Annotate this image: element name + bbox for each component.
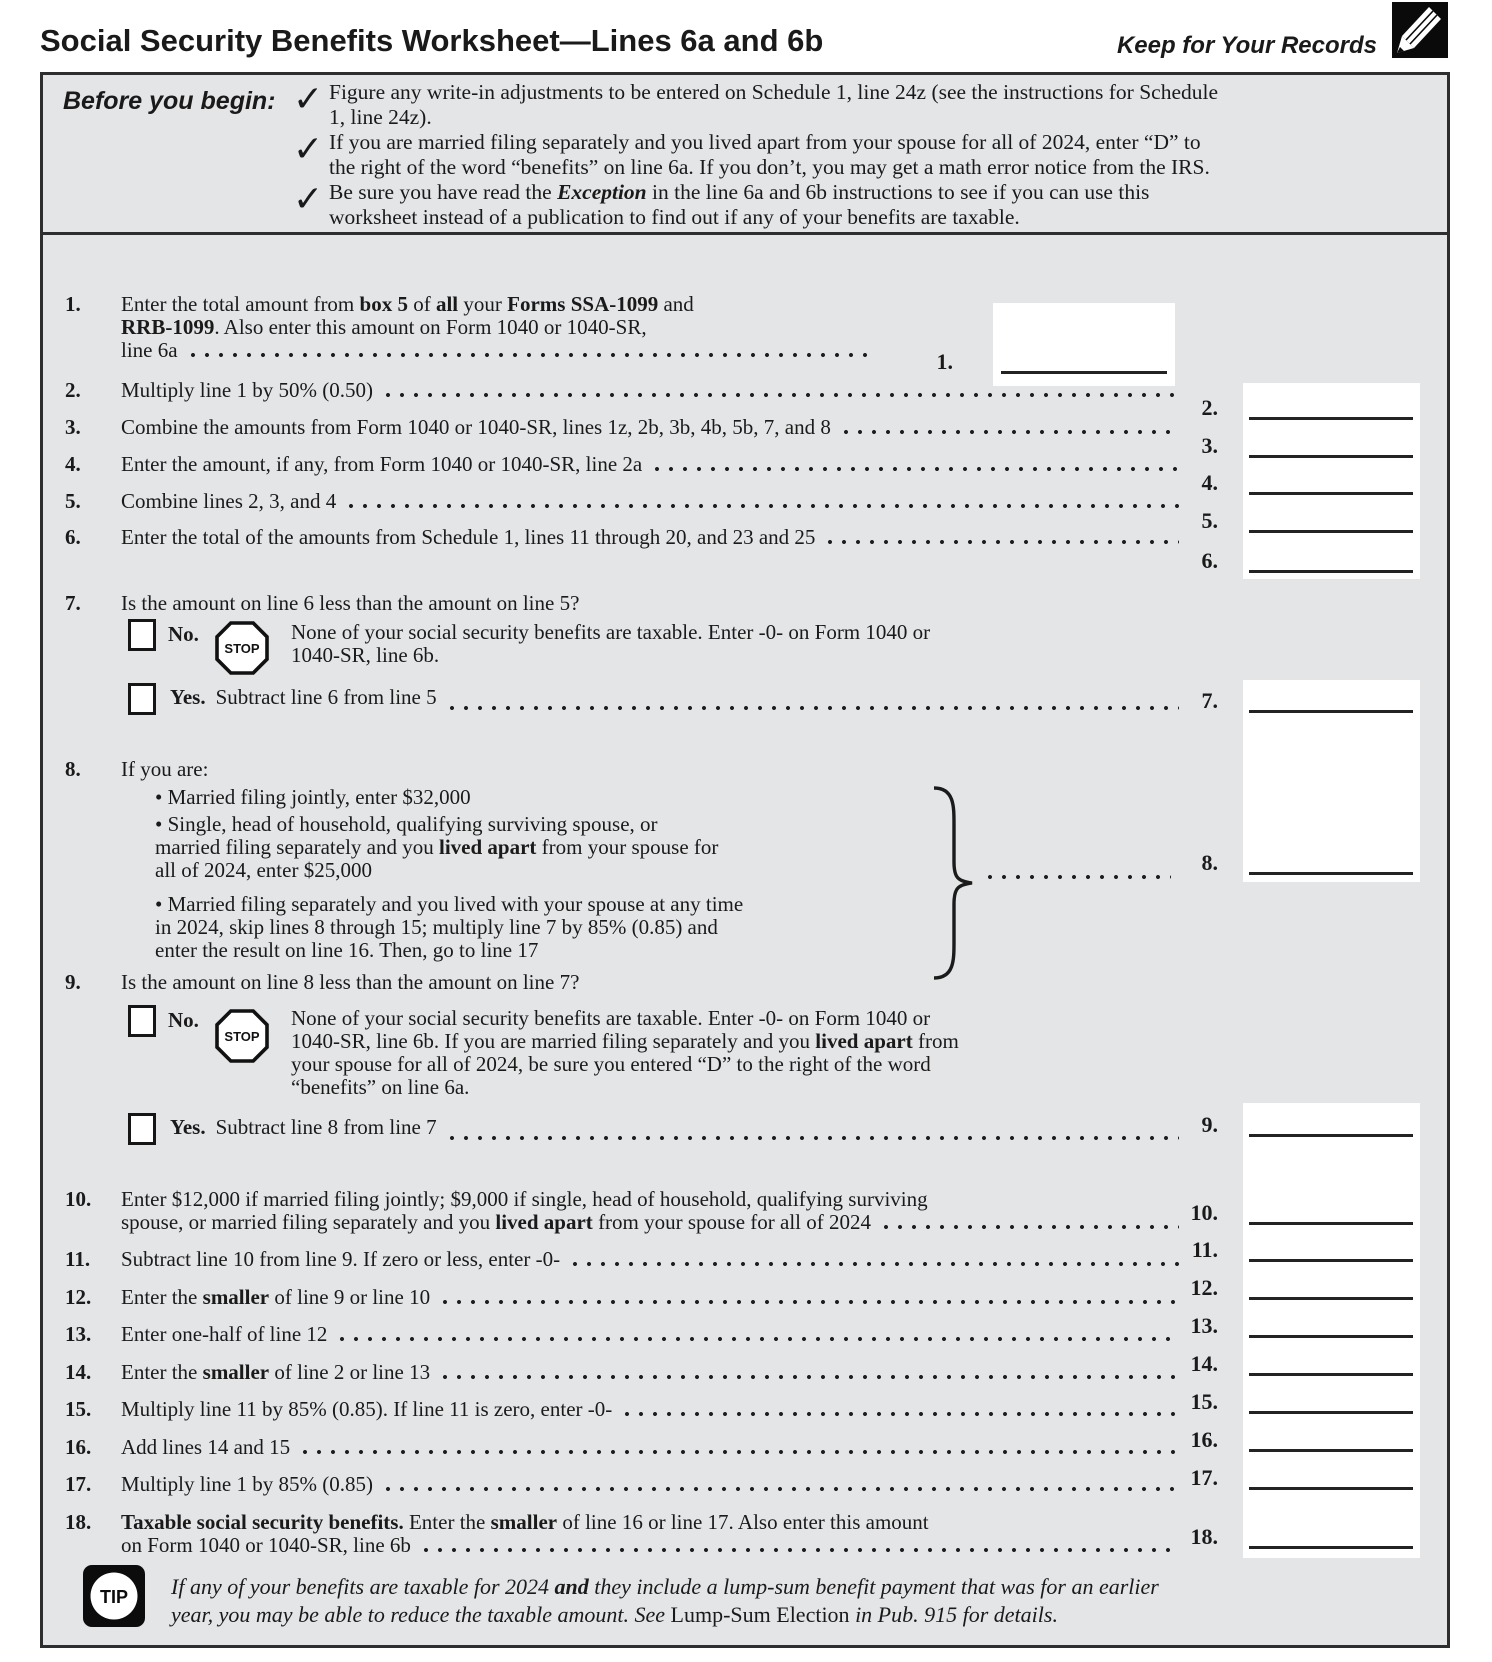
line-15-row: 15. Multiply line 11 by 85% (0.85). If line 11 is zero, enter -0-: [65, 1398, 1183, 1421]
line-8-bullet-3: • Married filing separately and you lived with your spouse at any time: [155, 892, 744, 916]
line-5-number: 5.: [65, 489, 81, 513]
line-3-number: 3.: [65, 415, 81, 439]
stop-icon: [215, 621, 269, 675]
line-4-right-number: 4.: [1201, 470, 1218, 495]
dot-leader: [438, 1375, 1179, 1379]
line-18-row: 18. Taxable social security benefits. Enter the smaller of line 16 or line 17. Also enter this amount on Form 1040 or 1040-SR, line 6b: [65, 1511, 1183, 1557]
line-7-number: 7.: [65, 591, 81, 615]
dot-leader: [381, 393, 1179, 397]
dot-leader: [445, 706, 1179, 710]
line-4-row: 4. Enter the amount, if any, from Form 1040 or 1040-SR, line 2a: [65, 453, 1183, 476]
line-6-number: 6.: [65, 525, 81, 549]
line-14-number: 14.: [65, 1360, 92, 1384]
line-8-bullet-2-cont: married filing separately and you lived apart from your spouse for: [155, 835, 719, 859]
line-2-row: 2. Multiply line 1 by 50% (0.50): [65, 379, 1183, 402]
keep-for-records-label: Keep for Your Records: [1116, 32, 1377, 59]
dot-leader: [650, 467, 1179, 471]
line-10-right-number: 10.: [1190, 1200, 1218, 1225]
line-17-right-number: 17.: [1190, 1465, 1218, 1490]
line-6-entry[interactable]: [1249, 570, 1413, 573]
line-12-number: 12.: [65, 1285, 92, 1309]
line-11-row: 11. Subtract line 10 from line 9. If zero or less, enter -0-: [65, 1248, 1183, 1271]
tip-label: TIP: [99, 1587, 129, 1607]
line-18-number: 18.: [65, 1510, 92, 1534]
line-10-entry[interactable]: [1249, 1222, 1413, 1225]
line-7-no-checkbox[interactable]: [128, 619, 156, 651]
dot-leader: [298, 1450, 1179, 1454]
line-14-entry[interactable]: [1249, 1373, 1413, 1376]
line-8-row: 8. If you are:: [65, 757, 209, 781]
line-2-entry[interactable]: [1249, 417, 1413, 420]
line-3-right-number: 3.: [1201, 433, 1218, 458]
line-3-entry[interactable]: [1249, 455, 1413, 458]
line-17-number: 17.: [65, 1472, 92, 1496]
line-13-entry[interactable]: [1249, 1335, 1413, 1338]
line-7-yes-row: Yes. Subtract line 6 from line 5: [128, 686, 1183, 715]
line-15-entry[interactable]: [1249, 1411, 1413, 1414]
line-8-number: 8.: [65, 757, 81, 781]
before-items: [293, 80, 1423, 230]
line-11-number: 11.: [65, 1247, 91, 1271]
brace-icon: [926, 784, 976, 982]
line-9-yes-label: Yes.: [170, 1115, 206, 1139]
line-6-row: 6. Enter the total of the amounts from Schedule 1, lines 11 through 20, and 23 and 25: [65, 526, 1183, 549]
line-8-bullet-3-cont: in 2024, skip lines 8 through 15; multiply line 7 by 85% (0.85) and: [155, 915, 718, 939]
pencil-icon: [1392, 2, 1448, 58]
line-5-right-number: 5.: [1201, 508, 1218, 533]
dot-leader: [438, 1300, 1179, 1304]
line-7-right-number: 7.: [1201, 688, 1218, 713]
line-9-yes-row: Yes. Subtract line 8 from line 7: [128, 1116, 1183, 1145]
line-11-right-number: 11.: [1191, 1237, 1218, 1262]
line-8-bullet-1: • Married filing jointly, enter $32,000: [155, 785, 471, 809]
line-10-number: 10.: [65, 1187, 92, 1211]
line-1-right-number: 1.: [936, 349, 953, 374]
before-you-begin-label: Before you begin:: [63, 87, 276, 115]
tip-text: If any of your benefits are taxable for 2024 and they include a lump-sum benefit payment that was for an earlier year, you may be able to reduce the taxable amount. See Lump-Sum Election in Pub. 915 for details.: [171, 1574, 1159, 1627]
line-6-right-number: 6.: [1201, 548, 1218, 573]
dot-leader: [983, 875, 1171, 879]
line-3-row: 3. Combine the amounts from Form 1040 or 1040-SR, lines 1z, 2b, 3b, 4b, 5b, 7, and 8: [65, 416, 1183, 439]
line-9-no-text: None of your social security benefits are taxable. Enter -0- on Form 1040 or 1040-SR, line 6b. If you are married filing separately and you lived apart from your spouse for all of 2024, be sure you entered “D” to the right of the word “benefits” on line 6a.: [291, 1006, 959, 1099]
tip-icon: [83, 1565, 145, 1627]
line-9-number: 9.: [65, 970, 81, 994]
line-12-entry[interactable]: [1249, 1297, 1413, 1300]
line-7-entry[interactable]: [1249, 710, 1413, 713]
line-13-right-number: 13.: [1190, 1313, 1218, 1338]
dot-leader: [344, 504, 1179, 508]
line-5-entry[interactable]: [1249, 530, 1413, 533]
dot-leader: [186, 353, 869, 357]
line-9-entry[interactable]: [1249, 1134, 1413, 1137]
line-16-right-number: 16.: [1190, 1427, 1218, 1452]
line-5-row: 5. Combine lines 2, 3, and 4: [65, 490, 1183, 513]
line-11-entry[interactable]: [1249, 1259, 1413, 1262]
dot-leader: [823, 540, 1179, 544]
line-16-row: 16. Add lines 14 and 15: [65, 1436, 1183, 1459]
line-14-row: 14. Enter the smaller of line 2 or line 13: [65, 1361, 1183, 1384]
dot-leader: [381, 1487, 1179, 1491]
line-2-right-number: 2.: [1201, 395, 1218, 420]
line-8-bullet-3-cont: enter the result on line 16. Then, go to line 17: [155, 938, 539, 962]
line-8-right-number: 8.: [1201, 850, 1218, 875]
line-8-bullet-2: • Single, head of household, qualifying surviving spouse, or: [155, 812, 658, 836]
line-9-no-checkbox[interactable]: [128, 1005, 156, 1037]
before-item: ✓ If you are married filing separately and you lived apart from your spouse for all of 2024, enter “D” to the right of the word “benefits” on line 6a. If you don’t, you may get a math error notice from the IRS.: [293, 129, 1210, 179]
checkmark-icon: ✓: [293, 179, 324, 220]
line-1-entry[interactable]: [1001, 371, 1167, 374]
stop-icon: [215, 1009, 269, 1063]
line-9-question-row: 9. Is the amount on line 8 less than the amount on line 7?: [65, 970, 580, 994]
before-you-begin-section: [43, 75, 1447, 235]
line-16-entry[interactable]: [1249, 1449, 1413, 1452]
line-18-right-number: 18.: [1190, 1524, 1218, 1549]
line-13-number: 13.: [65, 1322, 92, 1346]
line-10-row: 10. Enter $12,000 if married filing jointly; $9,000 if single, head of household, qualifying surviving spouse, or married filing separately and you lived apart from your spouse for all of 2024: [65, 1188, 1183, 1234]
dot-leader: [620, 1412, 1179, 1416]
dot-leader: [879, 1225, 1179, 1229]
line-7-no-label: No.: [168, 622, 199, 646]
checkmark-icon: ✓: [293, 129, 324, 170]
line-7-yes-label: Yes.: [170, 685, 206, 709]
before-item: ✓ Be sure you have read the Exception in the line 6a and 6b instructions to see if you can use this worksheet instead of a publication to find out if any of your benefits are taxable.: [293, 179, 1150, 229]
lines-2-6-entry-box: [1243, 383, 1420, 579]
line-15-number: 15.: [65, 1397, 92, 1421]
line-7-question-row: 7. Is the amount on line 6 less than the amount on line 5?: [65, 591, 580, 615]
line-7-yes-checkbox[interactable]: [128, 683, 156, 715]
line-4-number: 4.: [65, 452, 81, 476]
worksheet-box: [40, 72, 1450, 1648]
line-18-entry[interactable]: [1249, 1546, 1413, 1549]
line-13-row: 13. Enter one-half of line 12: [65, 1323, 1183, 1346]
dot-leader: [839, 430, 1179, 434]
dot-leader: [568, 1262, 1179, 1266]
line-9-right-number: 9.: [1201, 1112, 1218, 1137]
line-1-row: 1. Enter the total amount from box 5 of all your Forms SSA-1099 and RRB-1099. Also enter this amount on Form 1040 or 1040-SR, line 6a: [65, 293, 873, 362]
line-15-right-number: 15.: [1190, 1389, 1218, 1414]
line-9-yes-checkbox[interactable]: [128, 1113, 156, 1145]
stop-label: STOP: [224, 641, 260, 656]
dot-leader: [445, 1136, 1179, 1140]
line-17-row: 17. Multiply line 1 by 85% (0.85): [65, 1473, 1183, 1496]
line-12-right-number: 12.: [1190, 1275, 1218, 1300]
checkmark-icon: ✓: [293, 79, 324, 120]
stop-label: STOP: [224, 1029, 260, 1044]
line-7-no-text: None of your social security benefits are taxable. Enter -0- on Form 1040 or 1040-SR, line 6b.: [291, 620, 931, 667]
line-8-entry[interactable]: [1249, 872, 1413, 875]
line-17-entry[interactable]: [1249, 1487, 1413, 1490]
page-title: Social Security Benefits Worksheet—Lines 6a and 6b: [40, 23, 824, 58]
line-1-number: 1.: [65, 292, 81, 316]
line-4-entry[interactable]: [1249, 492, 1413, 495]
line-12-row: 12. Enter the smaller of line 9 or line 10: [65, 1286, 1183, 1309]
line-8-bullet-2-cont: all of 2024, enter $25,000: [155, 858, 372, 882]
before-item: ✓ Figure any write-in adjustments to be entered on Schedule 1, line 24z (see the instructions for Schedule 1, line 24z).: [293, 79, 1219, 129]
line-9-no-label: No.: [168, 1008, 199, 1032]
line-14-right-number: 14.: [1190, 1351, 1218, 1376]
dot-leader: [335, 1337, 1179, 1341]
dot-leader: [419, 1548, 1179, 1552]
line-16-number: 16.: [65, 1435, 92, 1459]
line-2-number: 2.: [65, 378, 81, 402]
